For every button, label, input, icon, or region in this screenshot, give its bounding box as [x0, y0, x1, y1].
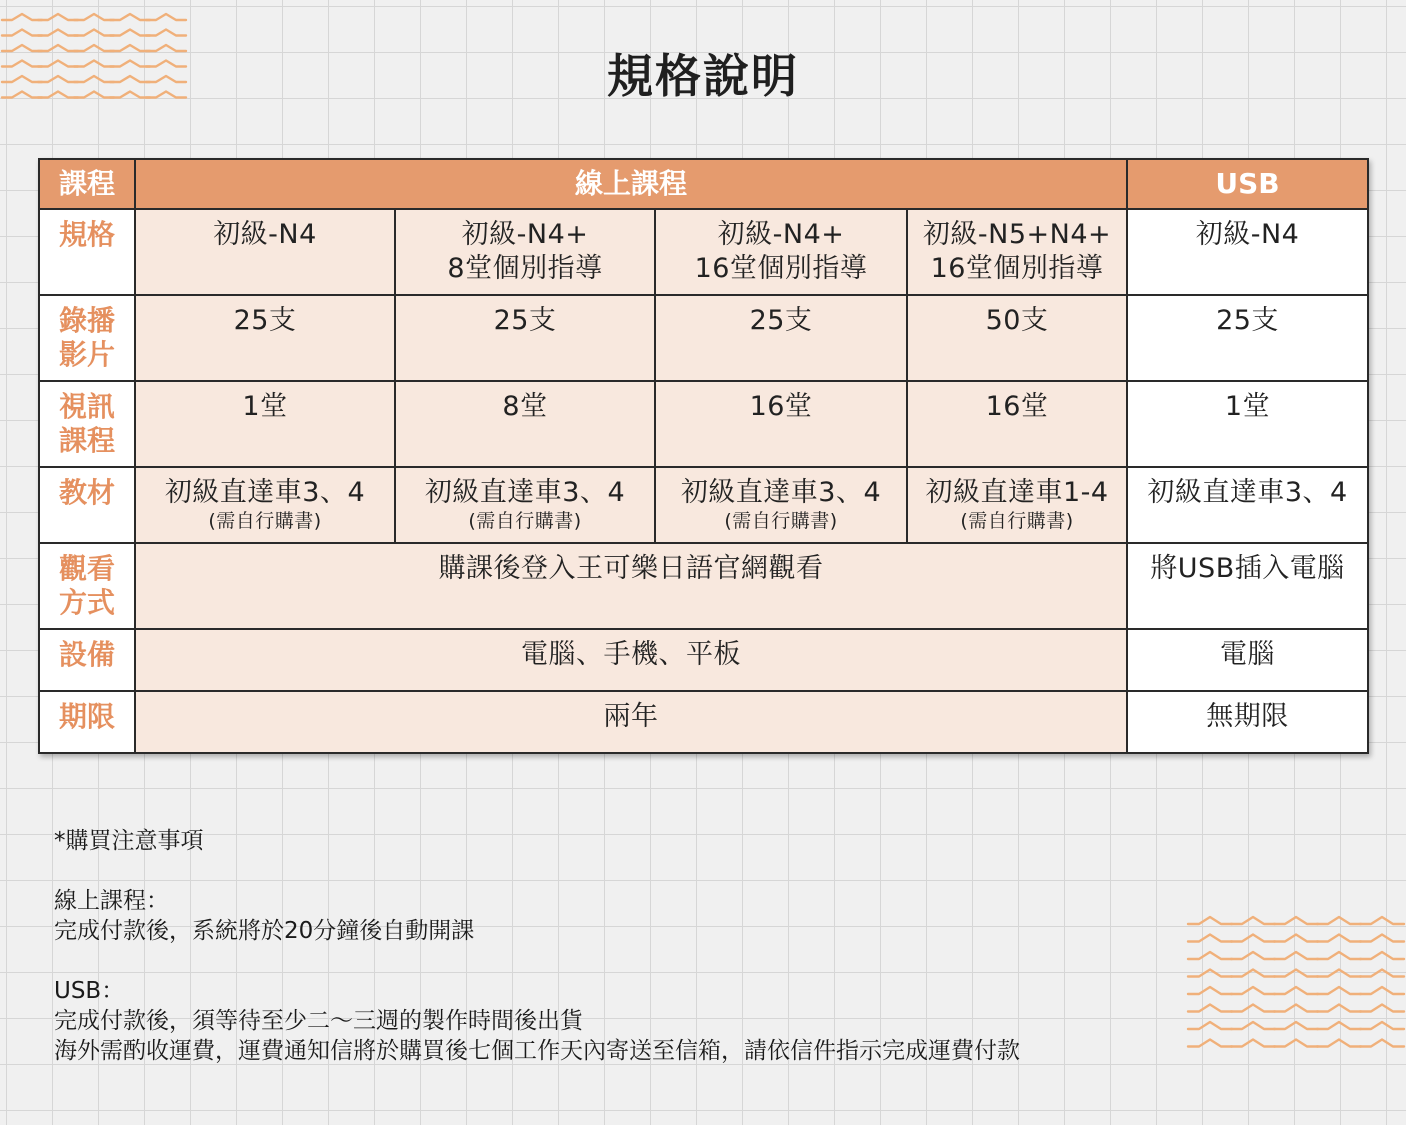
row-label-video: 視訊 課程 — [39, 381, 135, 467]
notes-heading: *購買注意事項 — [54, 828, 204, 854]
header-online: 線上課程 — [135, 159, 1127, 209]
spec-cell-usb: 初級-N4 — [1127, 209, 1368, 295]
viewing-cell-usb: 將USB插入電腦 — [1127, 543, 1368, 629]
table-row-term — [39, 691, 1368, 753]
table-row-device — [39, 629, 1368, 691]
material-note: (需自行購書) — [208, 510, 322, 532]
spec-cell-4: 初級-N5+N4+ 16堂個別指導 — [907, 209, 1127, 295]
material-cell-4: 初級直達車1-4 (需自行購書) — [907, 467, 1127, 543]
video-cell-1: 1堂 — [135, 381, 395, 467]
term-cell-online: 兩年 — [135, 691, 1127, 753]
row-label-material: 教材 — [39, 467, 135, 543]
notes-usb-line-1: 完成付款後，須等待至少二～三週的製作時間後出貨 — [54, 1008, 583, 1034]
table-row-material — [39, 467, 1368, 543]
recorded-cell-usb: 25支 — [1127, 295, 1368, 381]
table-header-row — [39, 159, 1368, 209]
row-label-spec: 規格 — [39, 209, 135, 295]
video-cell-3: 16堂 — [655, 381, 907, 467]
row-label-viewing: 觀看 方式 — [39, 543, 135, 629]
material-cell-2: 初級直達車3、4 (需自行購書) — [395, 467, 655, 543]
material-note: (需自行購書) — [468, 510, 582, 532]
material-note: (需自行購書) — [960, 510, 1074, 532]
material-cell-3: 初級直達車3、4 (需自行購書) — [655, 467, 907, 543]
device-cell-usb: 電腦 — [1127, 629, 1368, 691]
notes-online-heading: 線上課程： — [54, 888, 169, 914]
video-cell-2: 8堂 — [395, 381, 655, 467]
spec-cell-1: 初級-N4 — [135, 209, 395, 295]
table-row-recorded — [39, 295, 1368, 381]
material-cell-1: 初級直達車3、4 (需自行購書) — [135, 467, 395, 543]
notes-usb-line-2: 海外需酌收運費，運費通知信將於購買後七個工作天內寄送至信箱，請依信件指示完成運費付款 — [54, 1038, 1020, 1064]
material-note: (需自行購書) — [724, 510, 838, 532]
material-cell-usb: 初級直達車3、4 — [1127, 467, 1368, 543]
recorded-cell-3: 25支 — [655, 295, 907, 381]
table-row-video — [39, 381, 1368, 467]
device-cell-online: 電腦、手機、平板 — [135, 629, 1127, 691]
recorded-cell-4: 50支 — [907, 295, 1127, 381]
spec-cell-2: 初級-N4+ 8堂個別指導 — [395, 209, 655, 295]
row-label-term: 期限 — [39, 691, 135, 753]
header-usb: USB — [1127, 159, 1368, 209]
purchase-notes — [54, 826, 1174, 1066]
row-label-device: 設備 — [39, 629, 135, 691]
notes-usb-heading: USB： — [54, 978, 125, 1004]
spec-cell-3: 初級-N4+ 16堂個別指導 — [655, 209, 907, 295]
table-row-viewing — [39, 543, 1368, 629]
recorded-cell-1: 25支 — [135, 295, 395, 381]
chevron-pattern-bottom-right — [1186, 913, 1406, 1063]
video-cell-4: 16堂 — [907, 381, 1127, 467]
term-cell-usb: 無期限 — [1127, 691, 1368, 753]
page-title: 規格說明 — [607, 49, 799, 103]
spec-table — [38, 158, 1369, 754]
table-row-spec — [39, 209, 1368, 295]
header-course: 課程 — [39, 159, 135, 209]
row-label-recorded: 錄播 影片 — [39, 295, 135, 381]
notes-online-text: 完成付款後，系統將於20分鐘後自動開課 — [54, 918, 475, 944]
recorded-cell-2: 25支 — [395, 295, 655, 381]
video-cell-usb: 1堂 — [1127, 381, 1368, 467]
viewing-cell-online: 購課後登入王可樂日語官網觀看 — [135, 543, 1127, 629]
